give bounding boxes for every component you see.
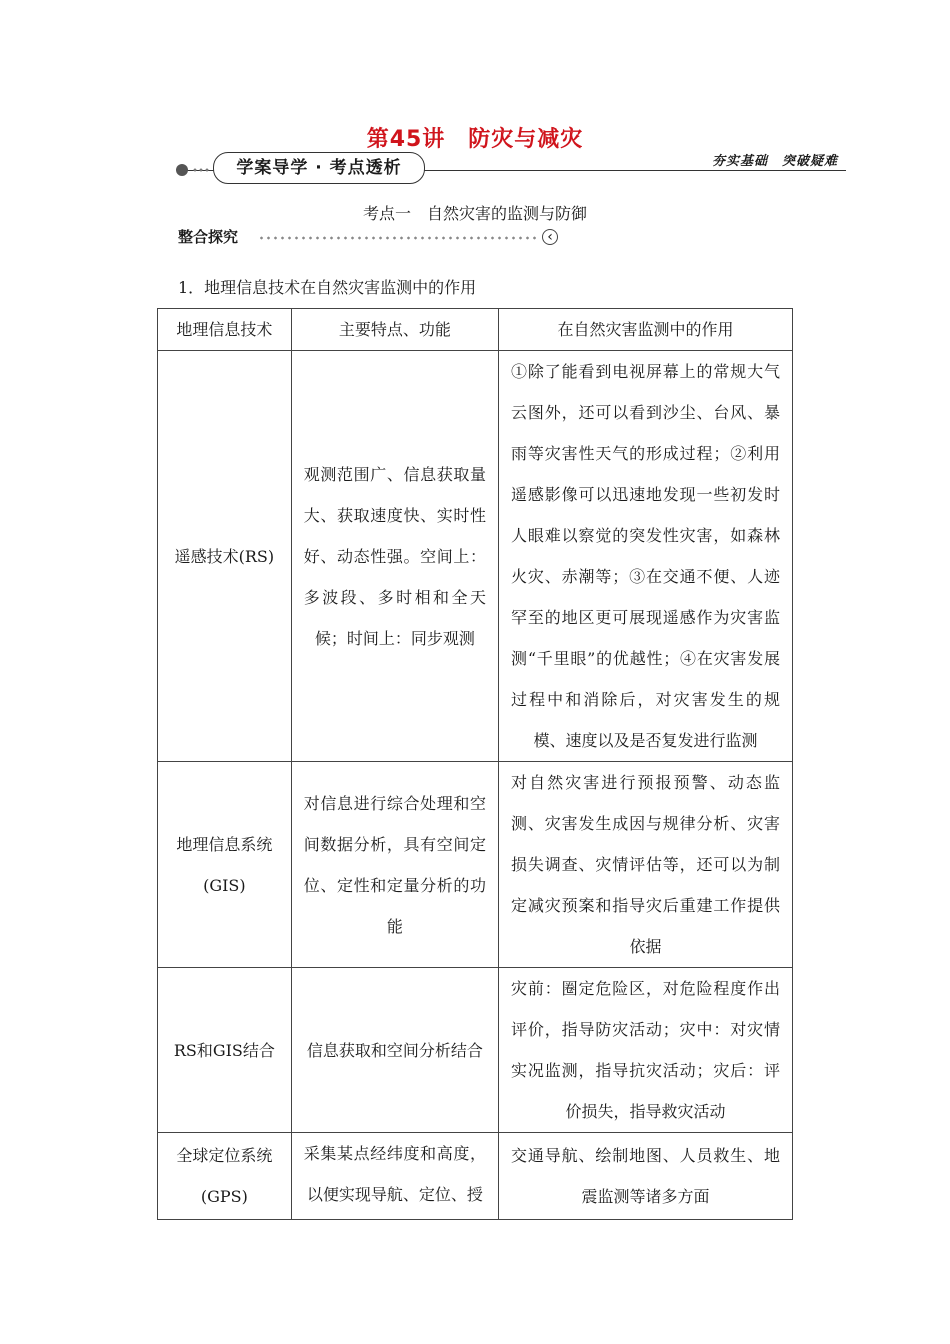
- cell-role: 灾前：圈定危险区，对危险程度作出评价，指导防灾活动；灾中：对灾情实况监测，指导抗灾活动；灾后：评价损失，指导救灾活动: [499, 968, 793, 1133]
- cell-features-text: 采集某点经纬度和高度，以便实现导航、定位、授: [303, 1144, 487, 1204]
- cell-role: ①除了能看到电视屏幕上的常规大气云图外，还可以看到沙尘、台风、暴雨等灾害性天气的形成过程；②利用遥感影像可以迅速地发现一些初发时人眼难以察觉的突发性灾害，如森林火灾、赤潮等；③在交通不便、人迹罕至的地区更可展现遥感作为灾害监测“千里眼”的优越性；④在灾害发展过程中和消除后，对灾害发生的规模、速度以及是否复发进行监测: [499, 351, 793, 762]
- section-dots-icon: [258, 236, 540, 240]
- section-heading: 1．地理信息技术在自然灾害监测中的作用: [178, 278, 477, 297]
- cell-tech: 遥感技术(RS): [158, 351, 292, 762]
- column-header-role: 在自然灾害监测中的作用: [499, 309, 793, 351]
- cell-features: [291, 1133, 498, 1220]
- banner-label: 学案导学 · 考点透析: [213, 152, 425, 184]
- table-row: [158, 351, 793, 762]
- cell-features: 对信息进行综合处理和空间数据分析，具有空间定位、定性和定量分析的功能: [291, 762, 498, 968]
- chevron-left-icon: [542, 229, 558, 245]
- cell-features: 观测范围广、信息获取量大、获取速度快、实时性好、动态性强。空间上：多波段、多时相和全天候；时间上：同步观测: [291, 351, 498, 762]
- lesson-title: 第45讲 防灾与减灾: [366, 127, 584, 152]
- table-row: [158, 968, 793, 1133]
- column-header-tech: 地理信息技术: [158, 309, 292, 351]
- cell-tech: RS和GIS结合: [158, 968, 292, 1133]
- banner-bullet-icon: [176, 164, 188, 176]
- banner-dots-icon: [192, 168, 210, 172]
- table-header-row: [158, 309, 793, 351]
- cell-tech: 地理信息系统(GIS): [158, 762, 292, 968]
- section-tag: 整合探究: [178, 228, 239, 246]
- cell-role: 对自然灾害进行预报预警、动态监测、灾害发生成因与规律分析、灾害损失调查、灾情评估等，还可以为制定减灾预案和指导灾后重建工作提供依据: [499, 762, 793, 968]
- gis-role-table: [157, 308, 793, 1220]
- table-row: [158, 762, 793, 968]
- cell-features: 信息获取和空间分析结合: [291, 968, 498, 1133]
- column-header-features: 主要特点、功能: [291, 309, 498, 351]
- topic-title: 考点一 自然灾害的监测与防御: [362, 204, 587, 223]
- banner-motto: 夯实基础 突破疑难: [711, 154, 838, 169]
- cell-tech: 全球定位系统(GPS): [158, 1133, 292, 1220]
- table-row: [158, 1133, 793, 1220]
- cell-role: 交通导航、绘制地图、人员救生、地震监测等诸多方面: [499, 1133, 793, 1220]
